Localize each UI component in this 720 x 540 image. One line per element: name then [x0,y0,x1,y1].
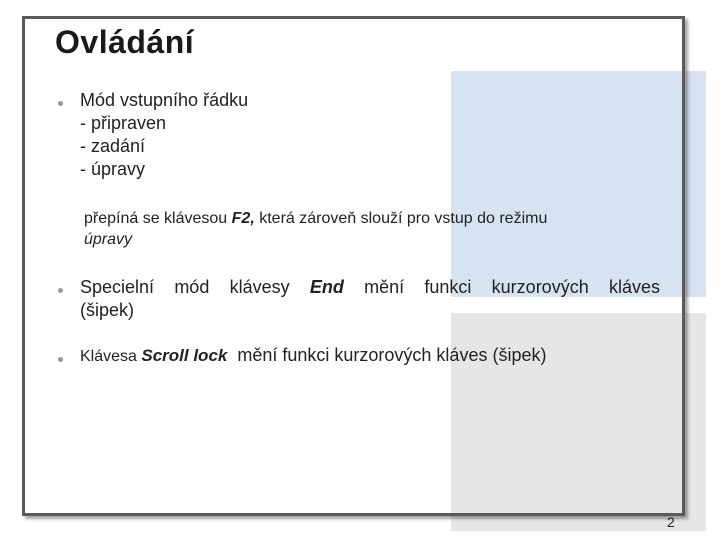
bullet-dot [58,288,63,293]
key-f2: F2, [231,210,255,227]
bullet-scroll-lock [80,344,546,368]
bullet-dot [58,101,63,106]
word: kláves [608,277,660,297]
note-text: která zároveň slouží pro vstup do režimu [254,210,548,227]
f2-note [84,208,547,250]
mode-item: - úpravy [80,159,146,179]
key-scroll-lock: Scroll lock [141,346,228,365]
key-end: End [309,277,344,297]
word: mód [174,277,210,297]
note-line [84,208,547,229]
note-line-2: úpravy [84,231,133,248]
page-number: 2 [667,514,675,530]
slide-title: Ovládání [55,24,195,60]
word: kurzorových [491,277,589,297]
bullet-text: mění funkci kurzorových kláves (šipek) [227,345,547,365]
note-text: přepíná se klávesou [84,210,232,227]
word: mění [364,277,405,297]
bullet-end-key [80,276,660,322]
bullet-line [80,276,660,299]
word: klávesy [229,277,290,297]
word: funkci [424,277,472,297]
mode-item: - připraven [80,113,167,133]
mode-item: - zadání [80,136,146,156]
bullet-dot [58,357,63,362]
bullet-line-2: (šipek) [80,300,135,320]
bullet-input-line-mode [80,89,248,181]
word: Specielní [80,277,155,297]
bullet-text: Klávesa [80,348,142,365]
bullet-heading: Mód vstupního řádku [80,90,249,110]
